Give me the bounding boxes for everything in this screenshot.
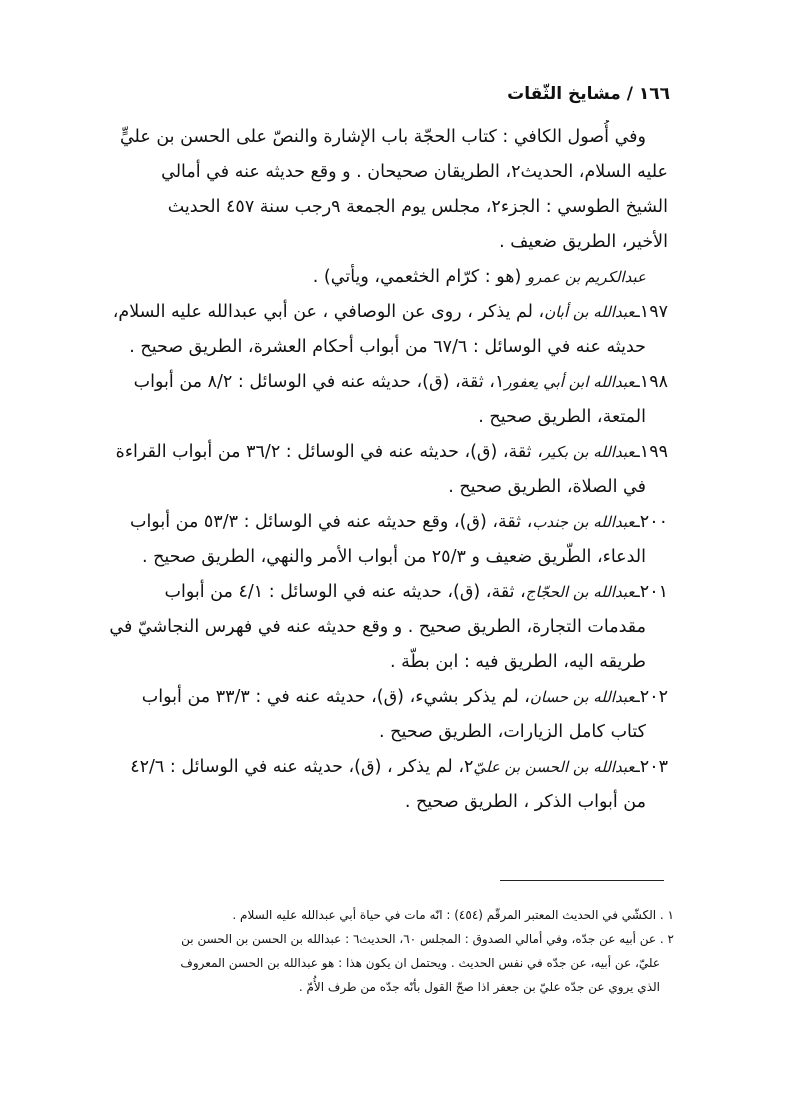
entry-number: ١٩٩ـ <box>634 442 668 462</box>
entry-text: ، لم يذكر بشيء، (ق)، حديثه عنه في : ٣٣/٣ من أبواب <box>141 687 530 707</box>
entry-202 <box>96 680 668 715</box>
entry-name: عبدالله بن الحجّاج <box>525 583 635 601</box>
entry-text: ، ثقة، (ق)، وقع حديثه عنه في الوسائل : ٥٣/٣ من أبواب <box>129 512 533 532</box>
entry-continuation: حديثه عنه في الوسائل : ٦٧/٦ من أبواب أحكام العشرة، الطريق صحيح . <box>129 337 646 357</box>
header-separator: / <box>626 84 633 104</box>
entry-number: ٢٠٣ـ <box>634 757 668 777</box>
entry-200 <box>96 505 668 540</box>
entry-continuation: كتاب كامل الزيارات، الطريق صحيح . <box>379 722 646 742</box>
entry-201 <box>96 575 668 610</box>
entry-203 <box>96 750 668 785</box>
intro-line: عليه السلام، الحديث٢، الطريقان صحيحان . و وقع حديثه عنه في أمالي <box>161 162 668 182</box>
footnote-1: ١ . الكشّي في الحديث المعتبر المرقّم (٤٥٤) : انّه مات في حياة أبي عبدالله عليه السلام . <box>232 908 674 922</box>
entry-name: عبدالله بن حسان <box>529 688 635 706</box>
intro-line: وفي أُصول الكافي : كتاب الحجّة باب الإشارة والنصّ على الحسن بن عليٍّ <box>119 127 646 147</box>
footnote-2-continuation: الذي يروي عن جدّه عليّ بن جعفر اذا صحّ القول بأنّه جدّه من طرف الأُمّ . <box>298 980 660 994</box>
entry-name: عبدالله بن أبان <box>544 303 635 321</box>
footnote-divider <box>500 880 664 881</box>
entry-continuation: من أبواب الذكر ، الطريق صحيح . <box>404 792 646 812</box>
page-header <box>507 84 670 104</box>
footnote-2-continuation: عليّ، عن أبيه، عن جدّه في نفس الحديث . ويحتمل ان يكون هذا : هو عبدالله بن الحسن المعروف <box>180 956 660 970</box>
entry-198 <box>96 365 668 400</box>
entry-197 <box>96 295 668 330</box>
intro-line: الأخير، الطريق ضعيف . <box>499 232 668 252</box>
entry-text: ٢، لم يذكر ، (ق)، حديثه عنه في الوسائل : ٤٢/٦ <box>130 757 474 777</box>
entry-number: ٢٠٠ـ <box>634 512 668 532</box>
entry-continuation: الدعاء، الطّريق ضعيف و ٢٥/٣ من أبواب الأمر والنهي، الطريق صحيح . <box>141 547 646 567</box>
entry-name: عبدالله ابن أبي يعفور <box>504 373 635 391</box>
entry-number: ١٩٨ـ <box>634 372 668 392</box>
entry-continuation: مقدمات التجارة، الطريق صحيح . و وقع حديثه عنه في فهرس النجاشيّ في <box>109 617 646 637</box>
entry-continuation: في الصلاة، الطريق صحيح . <box>448 477 646 497</box>
entry-name: عبدالكريم بن عمرو <box>526 268 646 286</box>
entry-continuation: المتعة، الطريق صحيح . <box>478 407 646 427</box>
entry-number: ٢٠١ـ <box>634 582 668 602</box>
entry-name: عبدالله بن جندب <box>532 513 635 531</box>
entry-text: ، ثقة، (ق)، حديثه عنه في الوسائل : ٤/١ من أبواب <box>164 582 526 602</box>
intro-line: الشيخ الطوسي : الجزء٢، مجلس يوم الجمعة ٩رجب سنة ٤٥٧ الحديث <box>167 197 668 217</box>
cross-reference-entry <box>96 260 668 295</box>
footnote-2: ٢ . عن أبيه عن جدّه، وفي أمالي الصدوق : المجلس ٦٠، الحديث٦ : عبدالله بن الحسن بن الحسن بن <box>181 932 674 946</box>
footnotes <box>94 903 674 999</box>
entry-text: ، لم يذكر ، روى عن الوصافي ، عن أبي عبدالله عليه السلام، <box>112 302 545 322</box>
entry-name: عبدالله بن الحسن بن عليّ <box>473 758 635 776</box>
entry-text: ١، ثقة، (ق)، حديثه عنه في الوسائل : ٨/٢ من أبواب <box>133 372 505 392</box>
entry-continuation: طريقه اليه، الطريق فيه : ابن بطّة . <box>390 652 646 672</box>
entry-number: ١٩٧ـ <box>634 302 668 322</box>
entry-text: ، ثقة، (ق)، حديثه عنه في الوسائل : ٣٦/٢ من أبواب القراءة <box>115 442 543 462</box>
main-text <box>96 120 668 820</box>
book-title: مشايخ الثّقات <box>507 84 621 104</box>
entry-number: ٢٠٢ـ <box>634 687 668 707</box>
entry-text: (هو : كرّام الخثعمي، ويأتي) . <box>312 267 527 287</box>
page-number: ١٦٦ <box>638 84 670 104</box>
entry-name: عبدالله بن بكير <box>542 443 635 461</box>
entry-199 <box>96 435 668 470</box>
